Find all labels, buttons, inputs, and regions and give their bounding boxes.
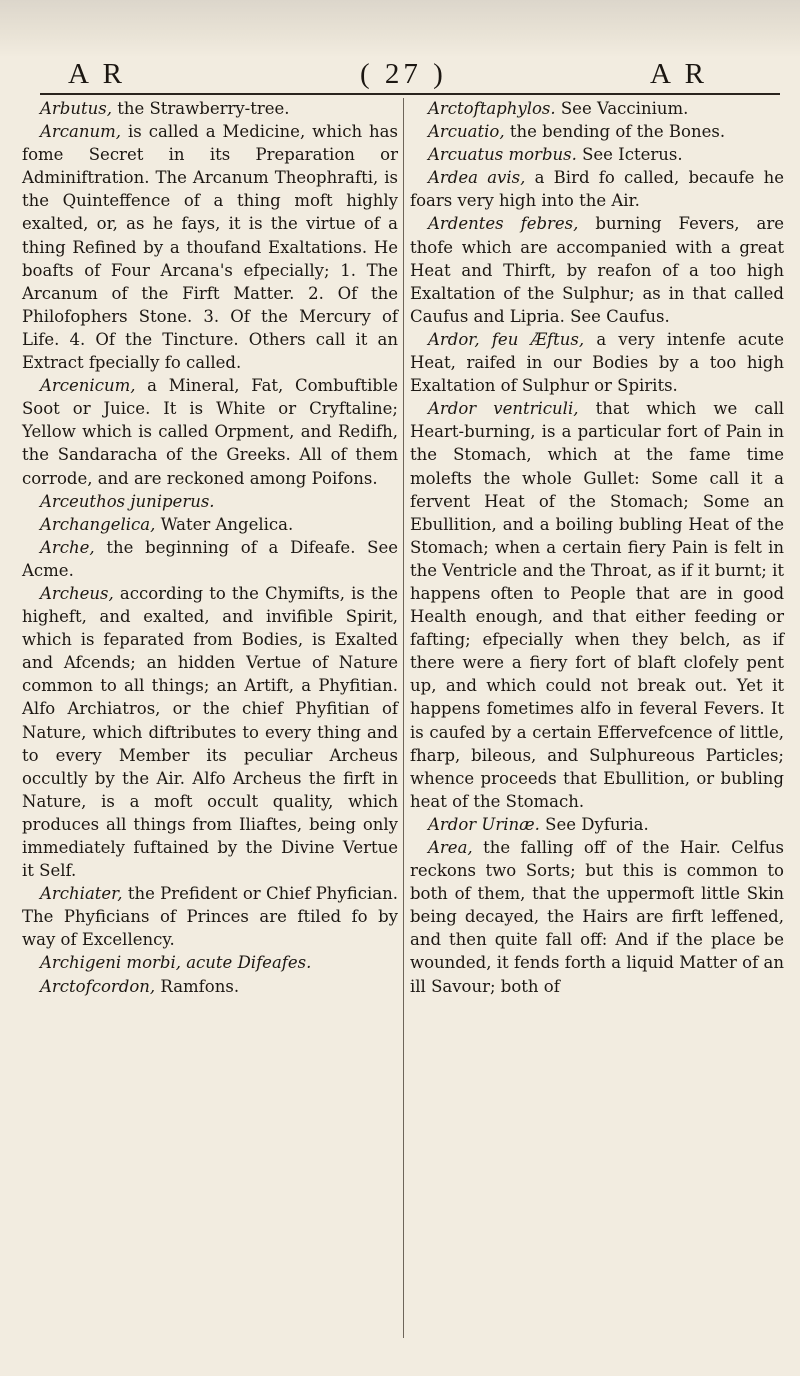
entry-headword: Arcuatus morbus. bbox=[428, 145, 577, 165]
entry-text: See Icterus. bbox=[576, 145, 683, 165]
entry bbox=[410, 97, 784, 120]
entry-text: that which we call Heart-burning, is a particular fort of Pain in the Stomach, which at the fame time molefts the whole Gullet: Some call it a fervent Heat of the Stomach; Some an Ebullition, and a boiling bubling Heat of the Stomach; when a certain fiery Pain is felt in the Ventricle and the Throat, as if it burnt; it happens often to People that are in good Health enough, and that either feeding or fafting; efpecially when they belch, as if there were a fiery fort of blaft clofely pent up, and which could not break out. Yet it happens fometimes alfo in feveral Fevers. It is caufed by a certain Effervefcence of little, fharp, bileous, and Sulphureous Particles; whence proceeds that Ebullition, or bubling heat of the Stomach. bbox=[410, 399, 785, 811]
entry bbox=[22, 975, 398, 998]
entry-text: Water Angelica. bbox=[155, 514, 294, 534]
entry bbox=[410, 836, 784, 998]
entry bbox=[22, 882, 398, 951]
entry-headword: Ardentes febres, bbox=[428, 214, 579, 234]
header-right: A R bbox=[650, 58, 708, 90]
entry bbox=[22, 536, 398, 582]
entry-text: the falling off of the Hair. Celfus reckons two Sorts; but this is common to both of them, that the uppermoft little Skin being decayed, the Hairs are firft leffened, and then quite fall off: And if the place be wounded, it fends forth a liquid Matter of an ill Savour; both of bbox=[410, 838, 784, 996]
entry-text: Ramfons. bbox=[155, 976, 240, 996]
entry bbox=[410, 813, 784, 836]
entry-headword: Ardor Urinæ. bbox=[428, 814, 540, 834]
entry bbox=[410, 120, 784, 143]
entry-text: the bending of the Bones. bbox=[504, 122, 726, 142]
entry-text: is called a Medicine, which has fome Secret in its Preparation or Adminiftration. The Arcanum Theophrafti, is the Quinteffence of a thing moft highly exalted, or, as he fays, it is the virtue of a thing Refined by a thoufand Exaltations. He boafts of Four Arcana's efpecially; 1. The Arcanum of the Firft Matter. 2. Of the Philofophers Stone. 3. Of the Mercury of Life. 4. Of the Tincture. Others call it an Extract fpecially fo called. bbox=[22, 122, 398, 373]
entry-headword: Area, bbox=[428, 838, 473, 857]
top-page-edge bbox=[0, 0, 800, 58]
entry bbox=[410, 166, 784, 212]
entry-text: burning Fevers, are thofe which are accompanied with a great Heat and Thirft, by reafon of a too high Exaltation of the Sulphur; as in that called Caufus and Lipria. See Caufus. bbox=[410, 214, 784, 326]
entry-headword: Arceuthos juniperus. bbox=[40, 491, 215, 511]
entry bbox=[22, 97, 398, 120]
header-rule bbox=[40, 93, 780, 95]
entry bbox=[22, 374, 398, 489]
entry bbox=[22, 582, 398, 882]
left-column bbox=[22, 97, 398, 998]
entry bbox=[410, 143, 784, 166]
entry bbox=[22, 490, 398, 513]
entry bbox=[410, 397, 784, 813]
entry-headword: Arcenicum, bbox=[40, 376, 136, 396]
entry-headword: Ardor, feu Æftus, bbox=[428, 329, 585, 349]
entry-text: See Vaccinium. bbox=[555, 99, 689, 118]
entry-text: See Dyfuria. bbox=[539, 814, 649, 834]
entry-headword: Archiater, bbox=[40, 884, 123, 904]
entry bbox=[410, 212, 784, 327]
page-number: ( 27 ) bbox=[360, 58, 447, 90]
entry-headword: Archigeni morbi, acute Difeafes. bbox=[40, 953, 312, 973]
entry-headword: Ardor ventriculi, bbox=[428, 399, 579, 419]
column-divider bbox=[403, 98, 404, 1338]
entry bbox=[22, 120, 398, 374]
entry-headword: Archeus, bbox=[40, 583, 114, 603]
entry-headword: Ardea avis, bbox=[428, 168, 526, 188]
running-header bbox=[60, 58, 750, 92]
entry-text: the Strawberry-tree. bbox=[111, 99, 290, 118]
entry-headword: Arbutus, bbox=[40, 99, 112, 118]
entry-headword: Archangelica, bbox=[40, 514, 156, 534]
entry bbox=[22, 513, 398, 536]
entry-text: the Prefident or Chief Phyfician. The Phyficians of Princes are ftiled fo by way of Excellency. bbox=[22, 884, 398, 950]
entry-headword: Arche, bbox=[40, 537, 95, 557]
entry bbox=[22, 951, 398, 974]
entry-text: a Mineral, Fat, Combuftible Soot or Juice. It is White or Cryftaline; Yellow which is called Orpment, and Redifh, the Sandaracha of the Greeks. All of them corrode, and are reckoned among Poifons. bbox=[22, 376, 398, 488]
entry-text: a Bird fo called, becaufe he foars very high into the Air. bbox=[410, 168, 784, 211]
entry-text: a very intenfe acute Heat, raifed in our Bodies by a too high Exaltation of Sulphur or Spirits. bbox=[410, 329, 785, 396]
entry bbox=[410, 328, 784, 397]
entry-text: according to the Chymifts, is the higheft, and exalted, and invifible Spirit, which is feparated from Bodies, is Exalted and Afcends; an hidden Vertue of Nature common to all things; an Artift, a Phyfitian. Alfo Archiatros, or the chief Phyfitian of Nature, which diftributes to every thing and to every Member its peculiar Archeus occultly by the Air. Alfo Archeus the firft in Nature, is a moft occult quality, which produces all things from Iliaftes, being only immediately fuftained by the Divine Vertue it Self. bbox=[22, 583, 398, 881]
entry-headword: Arcuatio, bbox=[428, 122, 505, 142]
entry-text: the beginning of a Difeafe. See Acme. bbox=[22, 537, 398, 580]
entry-headword: Arctoftaphylos. bbox=[428, 99, 556, 118]
entry-headword: Arcanum, bbox=[40, 122, 122, 142]
entry-headword: Arctofcordon, bbox=[40, 976, 156, 996]
right-column bbox=[410, 97, 784, 998]
header-left: A R bbox=[68, 58, 126, 90]
